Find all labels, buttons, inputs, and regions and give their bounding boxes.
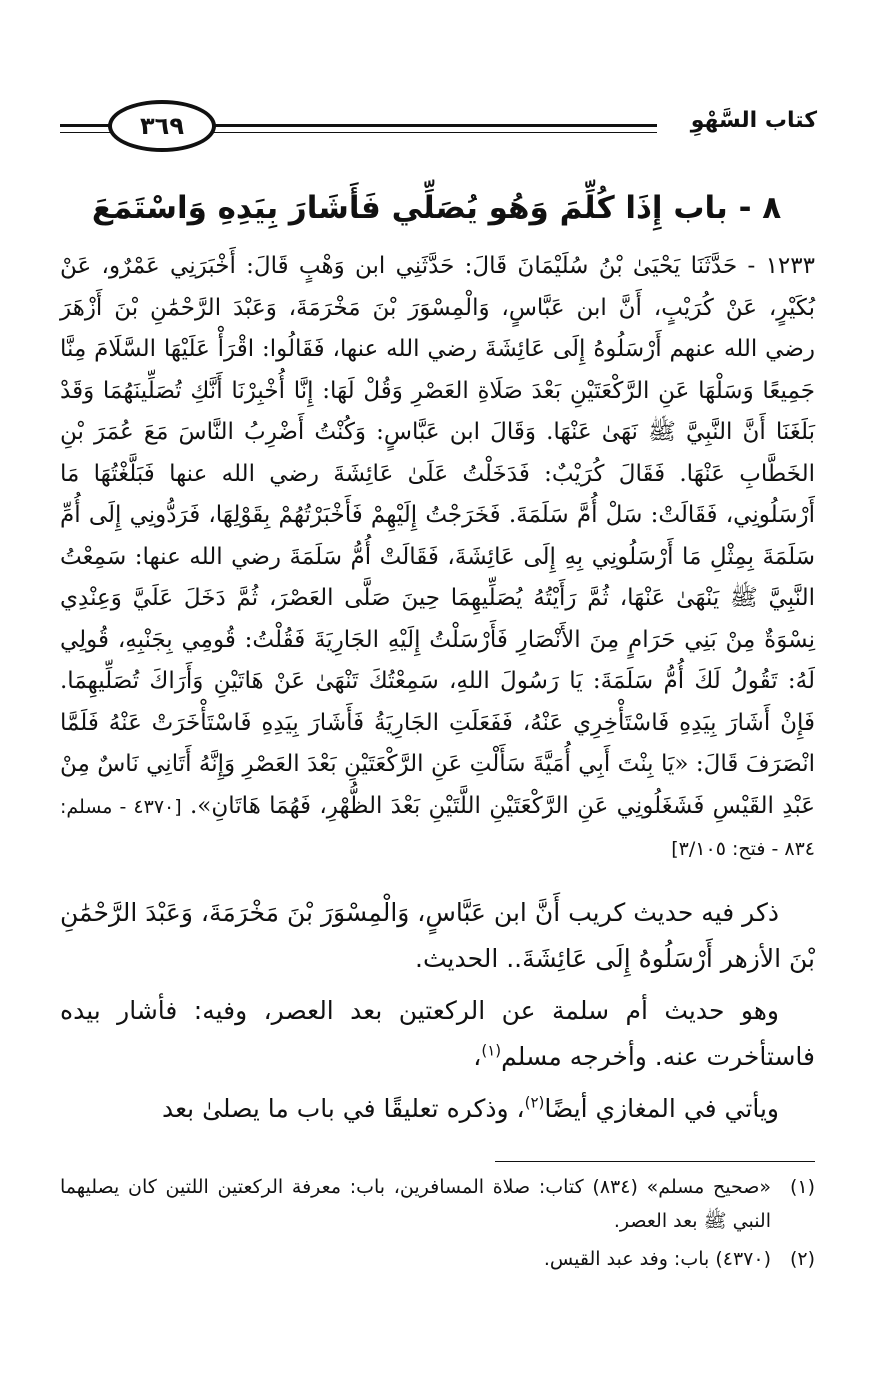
- footnote-text: (٤٣٧٠) باب: وفد عبد القيس.: [543, 1248, 771, 1270]
- header-rule: [210, 124, 657, 127]
- header-rule: [60, 132, 116, 133]
- footnote-marker: (٢): [789, 1248, 815, 1270]
- commentary-text: ويأتي في المغازي أيضًا: [544, 1094, 779, 1123]
- commentary-text: ،: [473, 1042, 482, 1071]
- commentary: [60, 890, 815, 1132]
- page-number-frame: [108, 100, 216, 152]
- footnote-reference[interactable]: (١): [481, 1041, 502, 1060]
- footnote-text: «صحيح مسلم» (٨٣٤) كتاب: صلاة المسافرين، باب: معرفة الركعتين اللتين كان يصليهما النبي ﷺ بعد العصر.: [60, 1176, 771, 1232]
- commentary-text: وهو حديث أم سلمة عن الركعتين بعد العصر، وفيه: فأشار بيده فاستأخرت عنه. وأخرجه مسلم: [60, 996, 815, 1071]
- footnote: [60, 1242, 815, 1276]
- hadith-reference: [٤٣٧٠ - مسلم: ٨٣٤ - فتح: ٣/١٠٥]: [60, 795, 815, 860]
- footnote-reference[interactable]: (٢): [524, 1093, 545, 1112]
- running-title: كتاب السَّهْوِ: [690, 108, 817, 133]
- commentary-paragraph: [60, 988, 815, 1080]
- hadith-text: ١٢٣٣ - حَدَّثَنَا يَحْيَىٰ بْنُ سُلَيْمَانَ قَالَ: حَدَّثَنِي ابن وَهْبٍ قَالَ: أَخْبَرَنِي عَمْرٌو، عَنْ بُكَيْرٍ، عَنْ كُرَيْبٍ، أَنَّ ابن عَبَّاسٍ، وَالْمِسْوَرَ بْنَ مَخْرَمَةَ، وَعَبْدَ الرَّحْمَٰنِ بْنَ أَزْهَرَ رضي الله عنهم أَرْسَلُوهُ إِلَى عَائِشَةَ رضي الله عنها، فَقَالُوا: اقْرَأْ عَلَيْهَا السَّلَامَ مِنَّا جَمِيعًا وَسَلْهَا عَنِ الرَّكْعَتَيْنِ بَعْدَ صَلَاةِ العَصْرِ وَقُلْ لَهَا: إِنَّا أُخْبِرْنَا أَنَّكِ تُصَلِّينَهُمَا وَقَدْ بَلَغَنَا أَنَّ النَّبِيَّ ﷺ نَهَىٰ عَنْهَا. وَقَالَ ابن عَبَّاسٍ: وَكُنْتُ أَضْرِبُ النَّاسَ مَعَ عُمَرَ بْنِ الخَطَّابِ عَنْهَا. فَقَالَ كُرَيْبٌ: فَدَخَلْتُ عَلَىٰ عَائِشَةَ رضي الله عنها فَبَلَّغْتُهَا مَا أَرْسَلُونِي، فَقَالَتْ: سَلْ أُمَّ سَلَمَةَ. فَخَرَجْتُ إِلَيْهِمْ فَأَخْبَرْتُهُمْ بِقَوْلِهَا، فَرَدُّونِي إِلَى أُمِّ سَلَمَةَ بِمِثْلِ مَا أَرْسَلُونِي بِهِ إِلَى عَائِشَةَ، فَقَالَتْ أُمُّ سَلَمَةَ رضي الله عنها: سَمِعْتُ النَّبِيَّ ﷺ يَنْهَىٰ عَنْهَا، ثُمَّ رَأَيْتُهُ يُصَلِّيهِمَا حِينَ صَلَّى العَصْرَ، ثُمَّ دَخَلَ عَلَيَّ وَعِنْدِي نِسْوَةٌ مِنْ بَنِي حَرَامٍ مِنَ الأَنْصَارِ فَأَرْسَلْتُ إِلَيْهِ الجَارِيَةَ فَقُلْتُ: قُومِي بِجَنْبِهِ، قُولِي لَهُ: تَقُولُ لَكَ أُمُّ سَلَمَةَ: يَا رَسُولَ اللهِ، سَمِعْتُكَ تَنْهَىٰ عَنْ هَاتَيْنِ وَأَرَاكَ تُصَلِّيهِمَا. فَإِنْ أَشَارَ بِيَدِهِ فَاسْتَأْخِرِي عَنْهُ، فَفَعَلَتِ الجَارِيَةُ فَأَشَارَ بِيَدِهِ فَاسْتَأْخَرَتْ عَنْهُ فَلَمَّا انْصَرَفَ قَالَ: «يَا بِنْتَ أَبِي أُمَيَّةَ سَأَلْتِ عَنِ الرَّكْعَتَيْنِ بَعْدَ العَصْرِ وَإِنَّهُ أَتَانِي نَاسٌ مِنْ عَبْدِ القَيْسِ فَشَغَلُونِي عَنِ الرَّكْعَتَيْنِ اللَّتَيْنِ بَعْدَ الظُّهْرِ، فَهُمَا هَاتَانِ».: [60, 253, 816, 819]
- commentary-paragraph: [60, 1086, 815, 1132]
- footnotes: [60, 1170, 815, 1280]
- running-header: [60, 98, 817, 158]
- hadith-text-block: [60, 246, 815, 871]
- footnote-separator: [495, 1161, 815, 1162]
- chapter-title: ٨ - باب إِذَا كُلِّمَ وَهُو يُصَلِّي فَأَشَارَ بِيَدِهِ وَاسْتَمَعَ: [91, 190, 782, 226]
- commentary-paragraph: [60, 890, 815, 982]
- header-rule: [210, 132, 657, 133]
- commentary-text: ذكر فيه حديث كريب أَنَّ ابن عَبَّاسٍ، وَالْمِسْوَرَ بْنَ مَخْرَمَةَ، وَعَبْدَ الرَّحْمَٰنِ بْنَ الأزهر أَرْسَلُوهُ إِلَى عَائِشَةَ.. الحديث.: [60, 898, 815, 973]
- footnote: [60, 1170, 815, 1238]
- page-number: ٣٦٩: [140, 112, 184, 140]
- footnote-marker: (١): [789, 1176, 815, 1198]
- commentary-text: ، وذكره تعليقًا في باب ما يصلىٰ بعد: [162, 1094, 525, 1123]
